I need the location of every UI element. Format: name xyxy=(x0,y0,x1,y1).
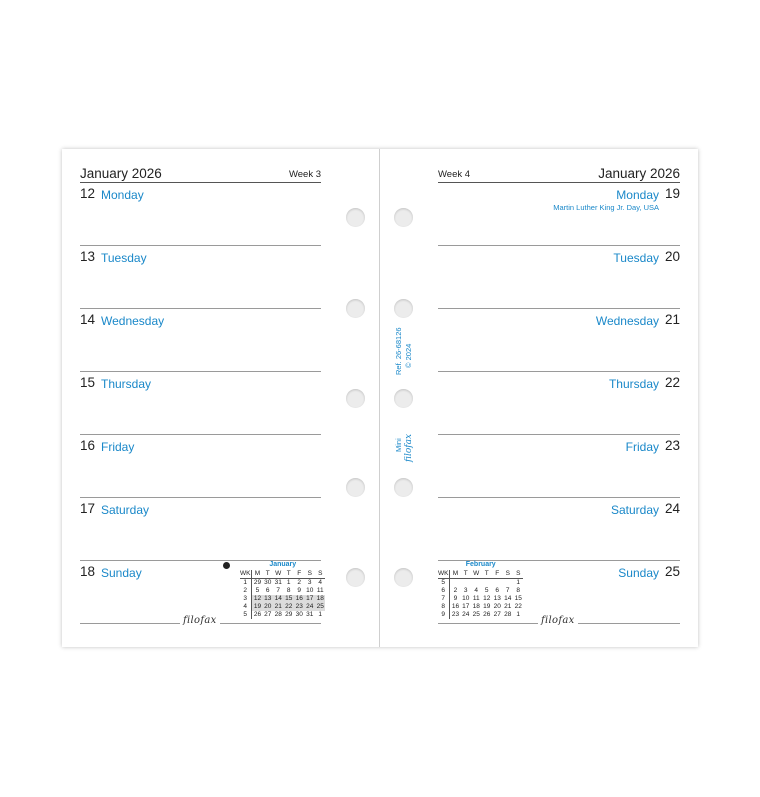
mini-cal-day: 1 xyxy=(516,579,521,586)
mini-cal-day: 17 xyxy=(462,603,470,610)
mini-cal-day: 21 xyxy=(274,603,282,610)
mini-calendar-grid xyxy=(240,570,325,619)
right-page-header xyxy=(438,165,680,183)
left-page-title: January 2026 xyxy=(80,166,162,181)
mini-calendar-title: February xyxy=(465,561,496,568)
mini-cal-day: 19 xyxy=(253,603,262,610)
right-page-week: Week 4 xyxy=(438,169,471,180)
day-name: Sunday xyxy=(618,566,659,580)
binder-hole xyxy=(394,389,413,408)
mini-cal-day: 15 xyxy=(285,595,293,602)
binder-hole xyxy=(394,568,413,587)
day-name: Monday xyxy=(616,188,659,202)
mini-cal-day: 29 xyxy=(285,611,293,618)
mini-cal-day: 10 xyxy=(462,595,470,602)
mini-cal-head: T xyxy=(283,570,294,579)
mini-cal-week-row xyxy=(438,611,523,619)
left-page xyxy=(62,149,380,647)
mini-cal-day: 6 xyxy=(495,587,500,594)
spine-ref: Ref. 26-68126 xyxy=(394,327,403,375)
day-entry-thursday[interactable] xyxy=(80,372,321,435)
mini-cal-day: 8 xyxy=(286,587,291,594)
mini-cal-day: 31 xyxy=(306,611,314,618)
mini-cal-week-row-highlighted xyxy=(240,595,325,603)
binder-hole xyxy=(394,208,413,227)
mini-cal-day: 1 xyxy=(516,611,521,618)
mini-cal-head: W xyxy=(273,570,284,579)
mini-cal-week-row xyxy=(438,579,523,588)
day-number: 24 xyxy=(664,501,680,516)
mini-cal-week-row xyxy=(240,587,325,595)
mini-cal-day: 29 xyxy=(253,579,262,586)
day-number: 13 xyxy=(80,249,96,264)
day-number: 21 xyxy=(664,312,680,327)
mini-cal-day xyxy=(481,579,492,588)
bullet-dot xyxy=(223,562,230,569)
day-entry-friday[interactable] xyxy=(80,435,321,498)
mini-cal-day: 25 xyxy=(316,603,324,610)
mini-cal-day: 10 xyxy=(306,587,314,594)
day-number: 20 xyxy=(664,249,680,264)
mini-cal-day: 12 xyxy=(483,595,491,602)
mini-cal-day: 11 xyxy=(472,595,480,602)
day-name: Friday xyxy=(625,440,659,454)
mini-cal-day xyxy=(492,579,503,588)
day-entry-monday[interactable] xyxy=(80,183,321,246)
mini-calendar-january xyxy=(240,561,325,619)
binder-hole xyxy=(346,478,365,497)
day-entry-monday[interactable] xyxy=(438,183,680,246)
mini-cal-day: 3 xyxy=(463,587,468,594)
mini-cal-day: 6 xyxy=(265,587,270,594)
mini-cal-wk: 5 xyxy=(240,611,252,619)
mini-cal-week-row xyxy=(240,611,325,619)
mini-cal-day: 25 xyxy=(472,611,480,618)
right-page-title: January 2026 xyxy=(598,166,680,181)
mini-cal-day: 23 xyxy=(295,603,303,610)
mini-cal-day: 26 xyxy=(253,611,262,618)
mini-cal-day xyxy=(460,579,471,588)
day-entry-wednesday[interactable] xyxy=(438,309,680,372)
day-number: 19 xyxy=(664,186,680,201)
mini-cal-head: F xyxy=(294,570,305,579)
mini-cal-day: 22 xyxy=(285,603,293,610)
binder-hole xyxy=(346,568,365,587)
mini-cal-week-row xyxy=(438,603,523,611)
day-entry-tuesday[interactable] xyxy=(80,246,321,309)
mini-cal-day: 16 xyxy=(451,603,460,610)
mini-cal-day: 4 xyxy=(474,587,479,594)
mini-cal-day: 27 xyxy=(493,611,501,618)
diary-spread xyxy=(62,149,698,647)
right-page xyxy=(380,149,698,647)
day-entry-tuesday[interactable] xyxy=(438,246,680,309)
binder-hole xyxy=(346,299,365,318)
mini-cal-day xyxy=(450,579,461,588)
day-name: Sunday xyxy=(101,566,142,580)
filofax-logo: filofax xyxy=(180,615,220,626)
day-entry-saturday[interactable] xyxy=(80,498,321,561)
mini-cal-day: 18 xyxy=(316,595,324,602)
mini-cal-day: 30 xyxy=(264,579,272,586)
mini-cal-wk: 7 xyxy=(438,595,450,603)
mini-cal-day: 14 xyxy=(504,595,512,602)
mini-cal-day: 19 xyxy=(483,603,491,610)
mini-cal-day: 16 xyxy=(295,595,303,602)
day-number: 22 xyxy=(664,375,680,390)
day-entry-wednesday[interactable] xyxy=(80,309,321,372)
mini-cal-head: T xyxy=(460,570,471,579)
mini-cal-day: 18 xyxy=(472,603,480,610)
filofax-logo: filofax xyxy=(538,615,578,626)
day-name: Wednesday xyxy=(595,314,659,328)
mini-cal-day xyxy=(471,579,482,588)
mini-cal-head: M xyxy=(450,570,461,579)
mini-cal-day: 13 xyxy=(264,595,272,602)
day-number: 15 xyxy=(80,375,96,390)
mini-cal-head: S xyxy=(304,570,315,579)
day-entry-thursday[interactable] xyxy=(438,372,680,435)
mini-cal-day: 8 xyxy=(516,587,521,594)
mini-cal-day: 23 xyxy=(451,611,460,618)
mini-cal-day: 14 xyxy=(274,595,282,602)
day-number: 18 xyxy=(80,564,96,579)
mini-cal-day: 7 xyxy=(276,587,281,594)
mini-cal-day: 22 xyxy=(514,603,522,610)
mini-cal-wk: 5 xyxy=(438,579,450,588)
binder-hole xyxy=(346,208,365,227)
mini-cal-day: 30 xyxy=(295,611,303,618)
mini-calendar-february xyxy=(438,561,523,619)
mini-cal-day: 17 xyxy=(306,595,314,602)
mini-calendar-grid xyxy=(438,570,523,619)
mini-cal-day: 24 xyxy=(306,603,314,610)
mini-cal-head: W xyxy=(471,570,482,579)
mini-cal-wk: 6 xyxy=(438,587,450,595)
mini-cal-day: 21 xyxy=(504,603,512,610)
day-entry-friday[interactable] xyxy=(438,435,680,498)
mini-cal-day: 11 xyxy=(316,587,324,594)
mini-cal-week-row xyxy=(438,587,523,595)
spine-size: Mini xyxy=(394,438,403,452)
mini-cal-day: 24 xyxy=(462,611,470,618)
mini-cal-day: 28 xyxy=(504,611,512,618)
mini-cal-head: WK xyxy=(240,570,251,577)
mini-cal-head: M xyxy=(252,570,263,579)
day-number: 16 xyxy=(80,438,96,453)
mini-cal-head: T xyxy=(481,570,492,579)
left-page-week: Week 3 xyxy=(288,169,321,180)
day-name: Friday xyxy=(101,440,135,454)
mini-cal-week-row-highlighted xyxy=(240,603,325,611)
mini-cal-week-row xyxy=(240,579,325,588)
day-name: Tuesday xyxy=(101,251,147,265)
day-entry-saturday[interactable] xyxy=(438,498,680,561)
mini-cal-day: 4 xyxy=(318,579,323,586)
mini-cal-head: S xyxy=(513,570,524,579)
mini-cal-day: 9 xyxy=(297,587,302,594)
mini-cal-day: 2 xyxy=(453,587,458,594)
mini-cal-head: F xyxy=(492,570,503,579)
day-number: 12 xyxy=(80,186,96,201)
mini-cal-day: 5 xyxy=(255,587,260,594)
day-name: Tuesday xyxy=(613,251,659,265)
mini-cal-day: 12 xyxy=(253,595,262,602)
day-number: 23 xyxy=(664,438,680,453)
mini-cal-day: 7 xyxy=(505,587,510,594)
mini-cal-wk: 2 xyxy=(240,587,252,595)
mini-cal-day: 13 xyxy=(493,595,501,602)
day-name: Thursday xyxy=(101,377,152,391)
spine-brand-logo: filofax xyxy=(404,433,414,462)
mini-cal-day: 20 xyxy=(264,603,272,610)
mini-cal-wk: 4 xyxy=(240,603,252,611)
binder-hole xyxy=(394,478,413,497)
mini-cal-day xyxy=(502,579,513,588)
mini-cal-day: 31 xyxy=(274,579,282,586)
mini-cal-head: S xyxy=(502,570,513,579)
mini-cal-head: WK xyxy=(438,570,449,577)
mini-cal-wk: 1 xyxy=(240,579,252,588)
mini-cal-head: S xyxy=(315,570,326,579)
mini-cal-day: 1 xyxy=(318,611,323,618)
binder-hole xyxy=(346,389,365,408)
mini-cal-day: 28 xyxy=(274,611,282,618)
mini-cal-day: 5 xyxy=(484,587,489,594)
spine-copyright: © 2024 xyxy=(404,343,413,368)
day-name: Wednesday xyxy=(101,314,165,328)
mini-cal-wk: 8 xyxy=(438,603,450,611)
mini-cal-wk: 9 xyxy=(438,611,450,619)
mini-cal-week-row xyxy=(438,595,523,603)
mini-cal-day: 20 xyxy=(493,603,501,610)
mini-cal-day: 2 xyxy=(297,579,302,586)
mini-cal-day: 1 xyxy=(286,579,291,586)
day-name: Monday xyxy=(101,188,144,202)
left-page-header xyxy=(80,165,321,183)
day-name: Saturday xyxy=(101,503,150,517)
mini-cal-day: 27 xyxy=(264,611,272,618)
day-number: 25 xyxy=(664,564,680,579)
day-name: Thursday xyxy=(608,377,659,391)
day-name: Saturday xyxy=(610,503,659,517)
mini-cal-head: T xyxy=(262,570,273,579)
mini-cal-day: 3 xyxy=(307,579,312,586)
mini-cal-day: 15 xyxy=(514,595,522,602)
mini-cal-day: 9 xyxy=(453,595,458,602)
day-number: 17 xyxy=(80,501,96,516)
mini-cal-wk: 3 xyxy=(240,595,252,603)
holiday-note: Martin Luther King Jr. Day, USA xyxy=(553,203,659,212)
mini-calendar-title: January xyxy=(269,561,297,568)
binder-hole xyxy=(394,299,413,318)
mini-cal-day: 26 xyxy=(483,611,491,618)
day-number: 14 xyxy=(80,312,96,327)
